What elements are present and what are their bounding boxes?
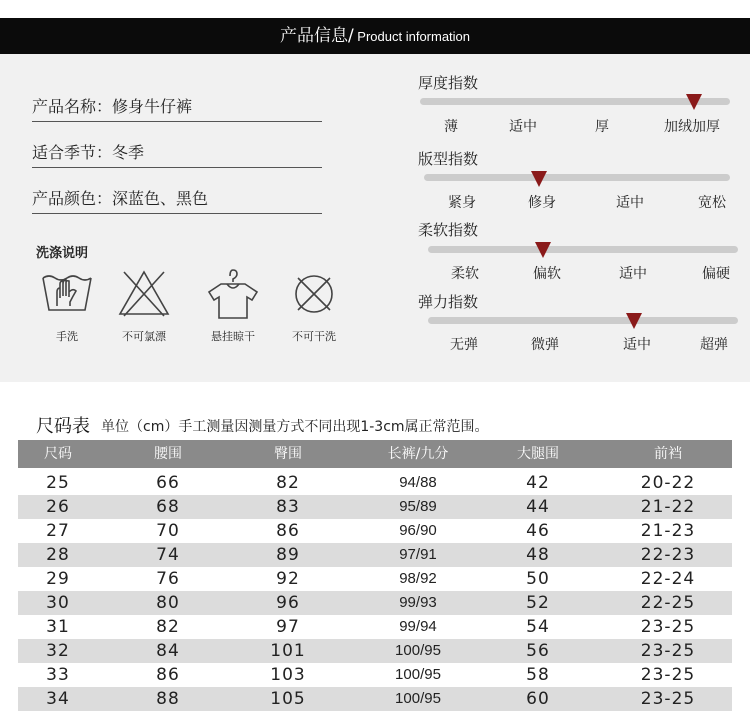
table-cell: 25 <box>46 473 70 493</box>
table-cell: 23-25 <box>640 689 696 709</box>
header-cell: 大腿围 <box>517 446 559 462</box>
header-cell: 尺码 <box>44 446 72 462</box>
table-row <box>18 663 732 687</box>
table-cell: 86 <box>156 665 180 685</box>
table-cell: 82 <box>156 617 180 637</box>
table-cell: 100/95 <box>395 666 441 683</box>
fit-label: 紧身 <box>448 195 476 211</box>
no-dry-clean-icon <box>284 266 344 322</box>
field-label: 产品颜色： <box>32 189 113 208</box>
fit-label: 修身 <box>528 195 556 211</box>
table-cell: 58 <box>526 665 550 685</box>
table-cell: 82 <box>276 473 300 493</box>
table-cell: 68 <box>156 497 180 517</box>
color-field <box>32 184 322 214</box>
header-cell: 腰围 <box>154 446 182 462</box>
thickness-label: 适中 <box>509 119 537 135</box>
table-cell: 101 <box>270 641 306 661</box>
header-cell: 前裆 <box>654 446 682 462</box>
header-title-cn: 产品信息/ <box>279 26 354 46</box>
header-title-en: Product information <box>353 29 471 44</box>
softness-index-title: 柔软指数 <box>418 221 479 239</box>
field-value: 深蓝色、黑色 <box>112 189 209 208</box>
table-cell: 80 <box>156 593 180 613</box>
season-field <box>32 138 322 168</box>
thickness-label: 薄 <box>444 119 458 135</box>
table-cell: 48 <box>526 545 550 565</box>
field-label: 产品名称： <box>32 97 113 116</box>
table-cell: 42 <box>526 473 550 493</box>
table-row <box>18 591 732 615</box>
header-cell: 长裤/九分 <box>387 446 449 462</box>
product-info-panel <box>0 54 750 382</box>
table-cell: 33 <box>46 665 70 685</box>
wash-label: 不可氯漂 <box>122 330 166 343</box>
table-cell: 46 <box>526 521 550 541</box>
table-cell: 21-23 <box>640 521 696 541</box>
softness-index-bar <box>428 246 738 253</box>
softness-label: 偏软 <box>533 266 561 282</box>
thickness-index-bar <box>420 98 730 105</box>
table-cell: 27 <box>46 521 70 541</box>
table-cell: 44 <box>526 497 550 517</box>
table-cell: 70 <box>156 521 180 541</box>
table-cell: 34 <box>46 689 70 709</box>
table-cell: 23-25 <box>640 665 696 685</box>
table-cell: 32 <box>46 641 70 661</box>
table-cell: 97 <box>276 617 300 637</box>
fit-index-bar <box>424 174 730 181</box>
wash-instructions-title: 洗涤说明 <box>36 246 89 261</box>
table-cell: 21-22 <box>640 497 696 517</box>
table-cell: 23-25 <box>640 641 696 661</box>
softness-marker <box>535 242 551 258</box>
size-table-title: 尺码表 <box>36 416 90 437</box>
table-cell: 99/93 <box>399 594 437 611</box>
table-cell: 60 <box>526 689 550 709</box>
fit-label: 适中 <box>616 195 644 211</box>
field-value: 修身牛仔裤 <box>112 97 193 116</box>
table-cell: 100/95 <box>395 690 441 707</box>
table-cell: 97/91 <box>399 546 437 563</box>
table-row <box>18 519 732 543</box>
table-cell: 26 <box>46 497 70 517</box>
hand-wash-icon <box>37 266 97 322</box>
table-cell: 52 <box>526 593 550 613</box>
no-bleach-icon <box>114 266 174 322</box>
table-cell: 89 <box>276 545 300 565</box>
table-row <box>18 615 732 639</box>
section-header <box>0 18 750 54</box>
table-cell: 22-25 <box>640 593 696 613</box>
table-cell: 74 <box>156 545 180 565</box>
elasticity-marker <box>626 313 642 329</box>
thickness-marker <box>686 94 702 110</box>
table-cell: 66 <box>156 473 180 493</box>
softness-label: 偏硬 <box>702 266 730 282</box>
table-row <box>18 495 732 519</box>
table-cell: 98/92 <box>399 570 437 587</box>
table-cell: 23-25 <box>640 617 696 637</box>
table-row <box>18 471 732 495</box>
elasticity-label: 无弹 <box>450 337 478 353</box>
hang-dry-icon <box>203 266 263 322</box>
table-cell: 22-23 <box>640 545 696 565</box>
size-table-header <box>18 440 732 468</box>
fit-index-title: 版型指数 <box>418 150 479 168</box>
wash-label: 悬挂晾干 <box>211 330 255 343</box>
table-cell: 88 <box>156 689 180 709</box>
elasticity-label: 微弹 <box>531 337 559 353</box>
table-cell: 76 <box>156 569 180 589</box>
size-table-note: 单位（cm）手工测量因测量方式不同出现1-3cm属正常范围。 <box>101 419 489 435</box>
table-cell: 92 <box>276 569 300 589</box>
table-cell: 99/94 <box>399 618 437 635</box>
field-label: 适合季节： <box>32 143 113 162</box>
table-cell: 95/89 <box>399 498 437 515</box>
fit-marker <box>531 171 547 187</box>
thickness-index-title: 厚度指数 <box>418 74 479 92</box>
table-cell: 28 <box>46 545 70 565</box>
table-cell: 94/88 <box>399 474 437 491</box>
table-cell: 96/90 <box>399 522 437 539</box>
table-cell: 31 <box>46 617 70 637</box>
table-row <box>18 687 732 711</box>
header-cell: 臀围 <box>274 446 302 462</box>
table-cell: 103 <box>270 665 306 685</box>
table-cell: 105 <box>270 689 306 709</box>
thickness-label: 厚 <box>595 119 609 135</box>
table-cell: 22-24 <box>640 569 696 589</box>
wash-label: 不可干洗 <box>292 330 336 343</box>
table-cell: 84 <box>156 641 180 661</box>
softness-label: 柔软 <box>451 266 479 282</box>
elasticity-index-title: 弹力指数 <box>418 293 479 311</box>
fit-label: 宽松 <box>698 195 726 211</box>
table-row <box>18 567 732 591</box>
field-value: 冬季 <box>112 143 145 162</box>
table-cell: 100/95 <box>395 642 441 659</box>
table-cell: 56 <box>526 641 550 661</box>
product-name-field <box>32 92 322 122</box>
table-cell: 96 <box>276 593 300 613</box>
table-row <box>18 639 732 663</box>
elasticity-label: 适中 <box>623 337 651 353</box>
table-cell: 29 <box>46 569 70 589</box>
elasticity-index-bar <box>428 317 738 324</box>
elasticity-label: 超弹 <box>700 337 728 353</box>
table-cell: 50 <box>526 569 550 589</box>
table-cell: 54 <box>526 617 550 637</box>
table-row <box>18 543 732 567</box>
thickness-label: 加绒加厚 <box>664 119 720 135</box>
wash-label: 手洗 <box>56 330 78 343</box>
table-cell: 20-22 <box>640 473 696 493</box>
table-cell: 30 <box>46 593 70 613</box>
table-cell: 86 <box>276 521 300 541</box>
table-cell: 83 <box>276 497 300 517</box>
softness-label: 适中 <box>619 266 647 282</box>
